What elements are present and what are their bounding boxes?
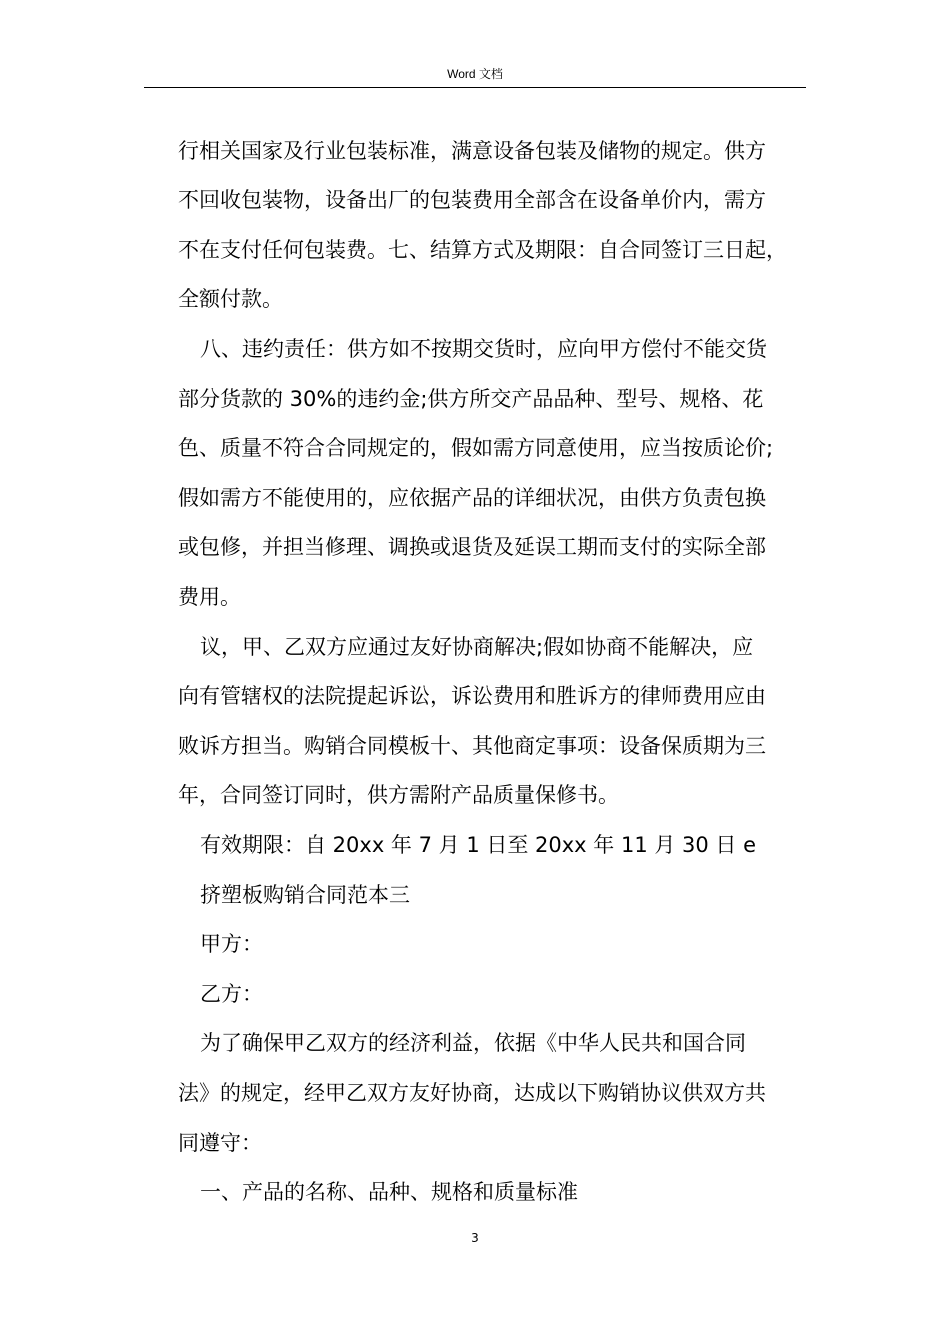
header-title: Word 文档	[447, 67, 503, 81]
paragraph-line: 为了确保甲乙双方的经济利益，依据《中华人民共和国合同	[200, 1031, 746, 1055]
paragraph-line: 或包修，并担当修理、调换或退货及延误工期而支付的实际全部	[178, 535, 766, 559]
paragraph-line: 败诉方担当。购销合同模板十、其他商定事项：设备保质期为三	[178, 734, 766, 758]
paragraph-line: 有效期限：自 20xx 年 7 月 1 日至 20xx 年 11 月 30 日 e	[200, 833, 757, 857]
paragraph-line: 不回收包装物，设备出厂的包装费用全部含在设备单价内，需方	[178, 188, 766, 212]
paragraph-line: 八、违约责任：供方如不按期交货时，应向甲方偿付不能交货	[200, 337, 767, 361]
paragraph-line: 挤塑板购销合同范本三	[200, 883, 410, 907]
paragraph-line: 乙方：	[200, 982, 263, 1006]
paragraph-line: 一、产品的名称、品种、规格和质量标准	[200, 1180, 578, 1204]
page-number: 3	[471, 1231, 479, 1245]
paragraph-line: 议，甲、乙双方应通过友好协商解决;假如协商不能解决，应	[200, 635, 754, 659]
paragraph-line: 假如需方不能使用的，应依据产品的详细状况，由供方负责包换	[178, 486, 766, 510]
paragraph-line: 向有管辖权的法院提起诉讼，诉讼费用和胜诉方的律师费用应由	[178, 684, 766, 708]
paragraph-line: 色、质量不符合合同规定的，假如需方同意使用，应当按质论价;	[178, 436, 774, 460]
paragraph-line: 甲方：	[200, 932, 263, 956]
paragraph-line: 不在支付任何包装费。七、结算方式及期限：自合同签订三日起，	[178, 238, 787, 262]
header-divider	[144, 87, 806, 88]
paragraph-line: 费用。	[178, 585, 241, 609]
paragraph-line: 法》的规定，经甲乙双方友好协商，达成以下购销协议供双方共	[178, 1081, 766, 1105]
paragraph-line: 同遵守：	[178, 1131, 262, 1155]
paragraph-line: 年，合同签订同时，供方需附产品质量保修书。	[178, 783, 619, 807]
paragraph-line: 行相关国家及行业包装标准，满意设备包装及储物的规定。供方	[178, 139, 766, 163]
paragraph-line: 全额付款。	[178, 287, 283, 311]
paragraph-line: 部分货款的 30%的违约金;供方所交产品品种、型号、规格、花	[178, 387, 764, 411]
